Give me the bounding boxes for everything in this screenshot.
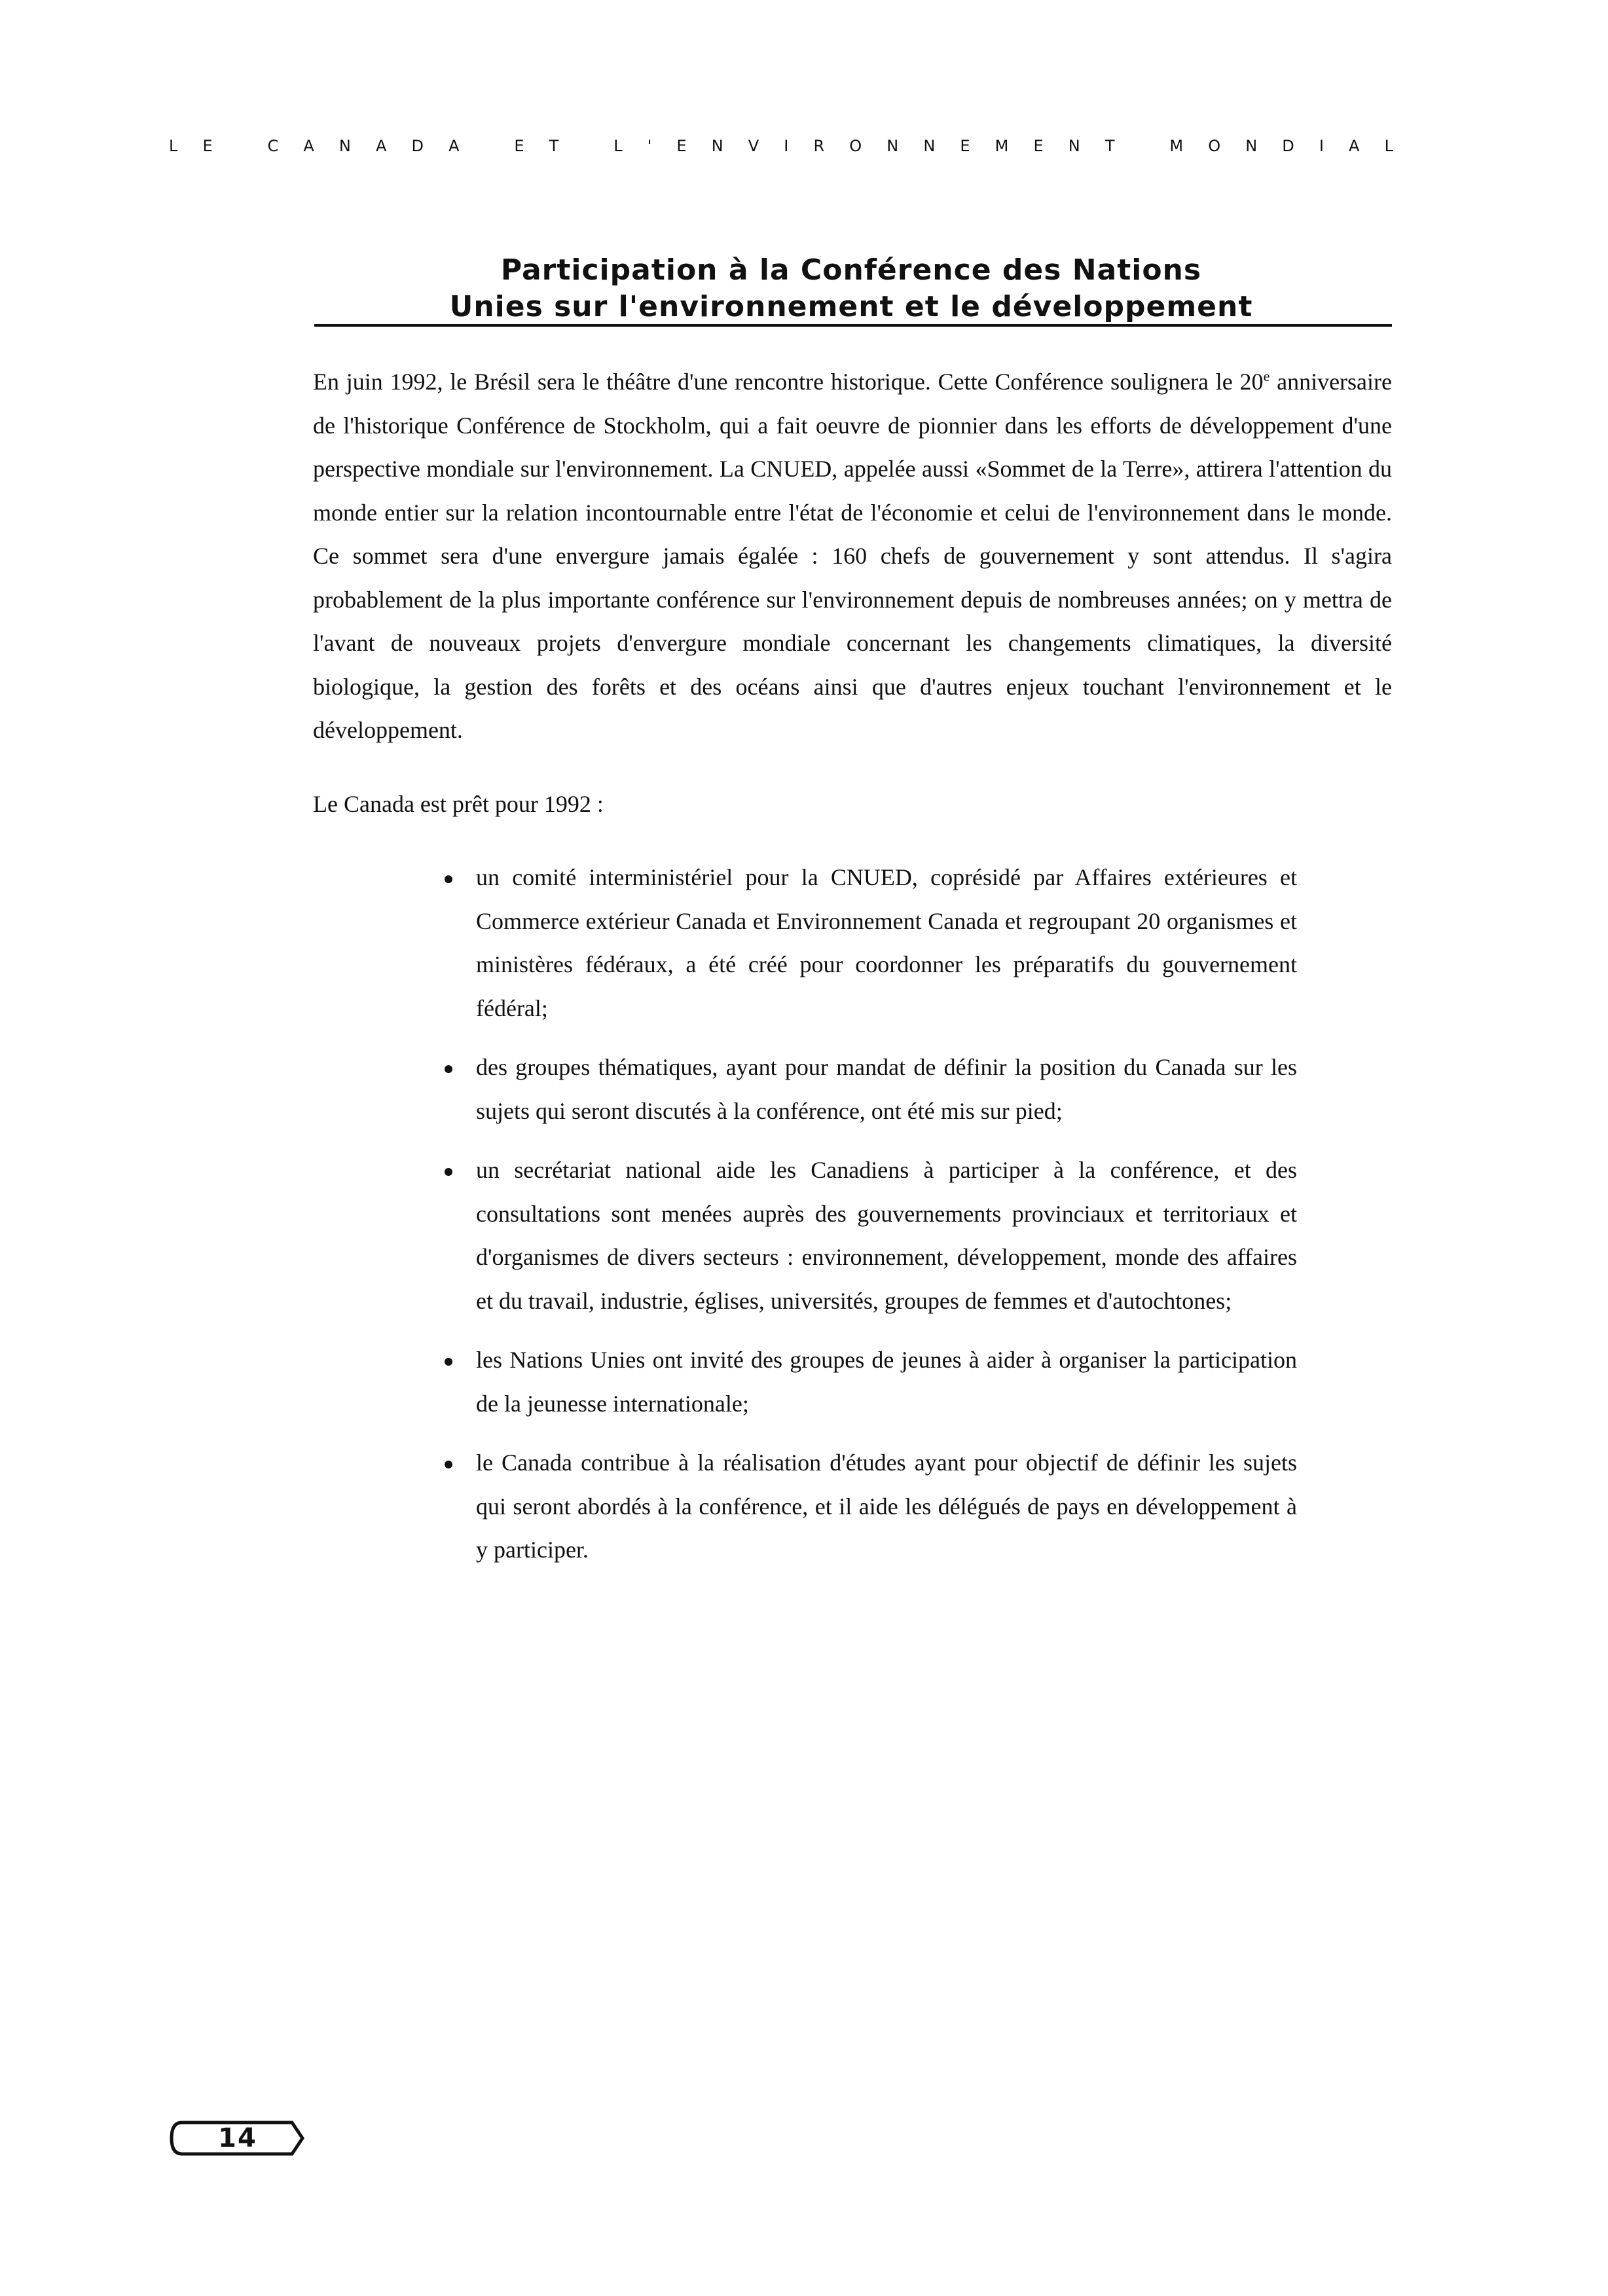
running-header-letter: N — [886, 137, 899, 155]
running-header-letter: A — [1349, 137, 1360, 155]
running-header-letter: M — [995, 137, 1009, 155]
running-header-letter: C — [267, 137, 279, 155]
running-header-letter: D — [1282, 137, 1294, 155]
page-number-badge — [169, 2119, 306, 2158]
running-header-letter — [238, 137, 243, 155]
running-header-letter: I — [1319, 137, 1324, 155]
bullet-list — [313, 856, 1297, 1572]
running-header-letter: V — [748, 137, 759, 155]
running-header-letter: E — [514, 137, 524, 155]
running-header-letter: L — [1384, 137, 1393, 155]
section-title — [314, 252, 1388, 325]
running-header-letter — [484, 137, 490, 155]
page-number: 14 — [218, 2123, 257, 2153]
running-header-letter: I — [784, 137, 789, 155]
section-title-line-2: Unies sur l'environnement et le développement — [449, 290, 1253, 323]
list-item-text: le Canada contribue à la réalisation d'études ayant pour objectif de définir les sujets qui seront abordés à la conférence, et il aide les délégués de pays en développement à y participer. — [476, 1449, 1297, 1563]
running-header-letter: N — [338, 137, 351, 155]
running-header-letter — [1140, 137, 1145, 155]
intro-text-part-1: En juin 1992, le Brésil sera le théâtre d'une rencontre historique. Cette Conférence soulignera le 20 — [313, 369, 1264, 395]
list-item — [442, 1046, 1297, 1133]
running-header-letter: N — [923, 137, 936, 155]
running-header-letter: D — [411, 137, 424, 155]
running-header-letter: A — [303, 137, 314, 155]
running-header-letter: N — [1245, 137, 1258, 155]
running-header-letter: N — [711, 137, 723, 155]
running-header-letter: ' — [647, 137, 652, 155]
running-header-letter: L — [169, 137, 178, 155]
body-content — [313, 360, 1392, 1588]
list-item-text: un secrétariat national aide les Canadiens à participer à la conférence, et des consultations sont menées auprès des gouvernements provinciaux et territoriaux et d'organismes de divers secteurs : environnement, développement, monde des affaires et du travail, industrie, églises, universités, groupes de femmes et d'autochtones; — [476, 1157, 1297, 1314]
list-item — [442, 1441, 1297, 1572]
running-header-letter: E — [960, 137, 970, 155]
running-header-letter: O — [1208, 137, 1221, 155]
list-item-text: un comité interministériel pour la CNUED, coprésidé par Affaires extérieures et Commerce extérieur Canada et Environnement Canada et regroupant 20 organismes et ministères fédéraux, a été créé pour coordonner les préparatifs du gouvernement fédéral; — [476, 864, 1297, 1021]
lead-paragraph: Le Canada est prêt pour 1992 : — [313, 790, 604, 817]
intro-superscript: e — [1263, 368, 1270, 384]
running-header-letter: O — [849, 137, 862, 155]
section-title-line-1: Participation à la Conférence des Nations — [500, 253, 1202, 287]
running-header-letter: L — [613, 137, 623, 155]
running-header-letter: R — [813, 137, 825, 155]
list-item — [442, 1148, 1297, 1322]
running-header-letter: N — [1068, 137, 1080, 155]
running-header — [169, 137, 1393, 155]
list-item — [442, 856, 1297, 1030]
running-header-letter: T — [1105, 137, 1115, 155]
running-header-letter: A — [375, 137, 387, 155]
running-header-letter: E — [676, 137, 687, 155]
bullet-icon — [445, 1065, 452, 1073]
bullet-icon — [445, 1168, 452, 1176]
running-header-letter: E — [1033, 137, 1044, 155]
list-item-text: les Nations Unies ont invité des groupes de jeunes à aider à organiser la participation de la jeunesse internationale; — [476, 1347, 1297, 1417]
bullet-icon — [445, 875, 452, 883]
running-header-letter: M — [1169, 137, 1184, 155]
running-header-letter — [583, 137, 589, 155]
running-header-letter: T — [549, 137, 559, 155]
bullet-icon — [445, 1358, 452, 1366]
intro-paragraph — [313, 360, 1392, 752]
running-header-letter: A — [448, 137, 460, 155]
running-header-letter: E — [202, 137, 213, 155]
list-item-text: des groupes thématiques, ayant pour mandat de définir la position du Canada sur les sujets qui seront discutés à la conférence, ont été mis sur pied; — [476, 1054, 1297, 1124]
title-underline — [314, 324, 1392, 327]
list-item — [442, 1338, 1297, 1425]
intro-text-part-2: anniversaire de l'historique Conférence de Stockholm, qui a fait oeuvre de pionnier dans les efforts de développement d'une perspective mondiale sur l'environnement. La CNUED, appelée aussi «Sommet de la Terre», attirera l'attention du monde entier sur la relation incontournable entre l'état de l'économie et celui de l'environnement dans le monde. Ce sommet sera d'une envergure jamais égalée : 160 chefs de gouvernement y sont attendus. Il s'agira probablement de la plus importante conférence sur l'environnement depuis de nombreuses années; on y mettra de l'avant de nouveaux projets d'envergure mondiale concernant les changements climatiques, la diversité biologique, la gestion des forêts et des océans ainsi que d'autres enjeux touchant l'environnement et le développement. — [313, 369, 1393, 743]
bullet-icon — [445, 1461, 452, 1468]
